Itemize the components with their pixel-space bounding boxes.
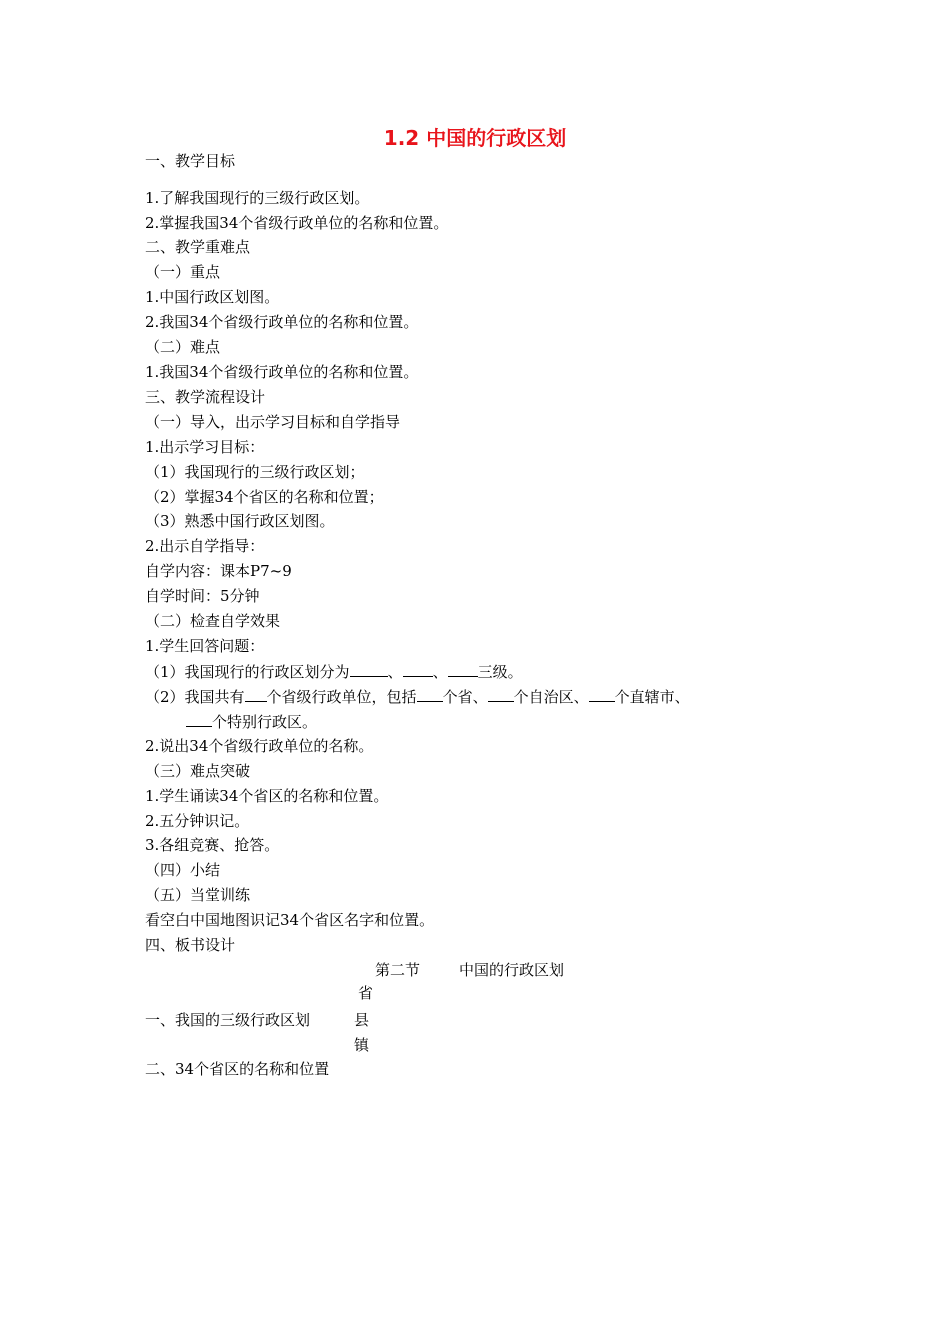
breakthrough-3: 3.各组竞赛、抢答。 bbox=[145, 836, 280, 854]
subheading-check: （二）检查自学效果 bbox=[145, 612, 281, 630]
answer-blank[interactable] bbox=[403, 660, 433, 677]
subheading-intro: （一）导入，出示学习目标和自学指导 bbox=[145, 413, 401, 431]
board-level-town: 镇 bbox=[354, 1036, 370, 1054]
answer-blank[interactable] bbox=[245, 685, 267, 702]
study-time: 自学时间：5分钟 bbox=[145, 587, 260, 605]
question-2-continued: 个特别行政区。 bbox=[186, 710, 317, 733]
subheading-difficulty: （二）难点 bbox=[145, 338, 221, 356]
goal-3: （3）熟悉中国行政区划图。 bbox=[145, 512, 335, 530]
section-heading-objectives: 一、教学目标 bbox=[145, 152, 236, 170]
answer-blank[interactable] bbox=[417, 685, 443, 702]
focus-1: 1.中国行政区划图。 bbox=[145, 288, 280, 306]
question-1: （1）我国现行的行政区划分为 、 、 三级。 bbox=[145, 660, 523, 683]
breakthrough-1: 1.学生诵读34个省区的名称和位置。 bbox=[145, 787, 389, 805]
subheading-summary: （四）小结 bbox=[145, 861, 221, 879]
practice-1: 看空白中国地图识记34个省区名字和位置。 bbox=[145, 911, 435, 929]
subheading-practice: （五）当堂训练 bbox=[145, 886, 251, 904]
flow-names: 2.说出34个省级行政单位的名称。 bbox=[145, 737, 374, 755]
board-heading-section: 第二节 bbox=[375, 961, 421, 979]
difficulty-1: 1.我国34个省级行政单位的名称和位置。 bbox=[145, 363, 419, 381]
flow-answer: 1.学生回答问题： bbox=[145, 637, 265, 655]
answer-blank[interactable] bbox=[448, 660, 478, 677]
subheading-breakthrough: （三）难点突破 bbox=[145, 762, 251, 780]
goal-1: （1）我国现行的三级行政区划； bbox=[145, 463, 365, 481]
flow-goals: 1.出示学习目标： bbox=[145, 438, 265, 456]
answer-blank[interactable] bbox=[589, 685, 615, 702]
section-heading-key-points: 二、教学重难点 bbox=[145, 238, 251, 256]
section-heading-board: 四、板书设计 bbox=[145, 936, 236, 954]
question-2: （2）我国共有 个省级行政单位，包括 个省、 个自治区、 个直辖市、 bbox=[145, 685, 690, 708]
answer-blank[interactable] bbox=[488, 685, 514, 702]
board-item-2: 二、34个省区的名称和位置 bbox=[145, 1060, 330, 1078]
doc-title: 1.2 中国的行政区划 bbox=[383, 126, 567, 150]
subheading-focus: （一）重点 bbox=[145, 263, 221, 281]
board-item-1: 一、我国的三级行政区划 bbox=[145, 1011, 311, 1029]
section-heading-flow: 三、教学流程设计 bbox=[145, 388, 266, 406]
goal-2: （2）掌握34个省区的名称和位置； bbox=[145, 488, 384, 506]
objective-1: 1.了解我国现行的三级行政区划。 bbox=[145, 189, 370, 207]
board-level-county: 县 bbox=[354, 1011, 370, 1029]
flow-guide: 2.出示自学指导： bbox=[145, 537, 265, 555]
answer-blank[interactable] bbox=[350, 660, 388, 677]
breakthrough-2: 2.五分钟识记。 bbox=[145, 812, 250, 830]
answer-blank[interactable] bbox=[186, 710, 212, 727]
study-content: 自学内容：课本P7~9 bbox=[145, 562, 292, 580]
board-level-province: 省 bbox=[358, 984, 374, 1002]
objective-2: 2.掌握我国34个省级行政单位的名称和位置。 bbox=[145, 214, 449, 232]
board-heading-title: 中国的行政区划 bbox=[459, 961, 565, 979]
focus-2: 2.我国34个省级行政单位的名称和位置。 bbox=[145, 313, 419, 331]
